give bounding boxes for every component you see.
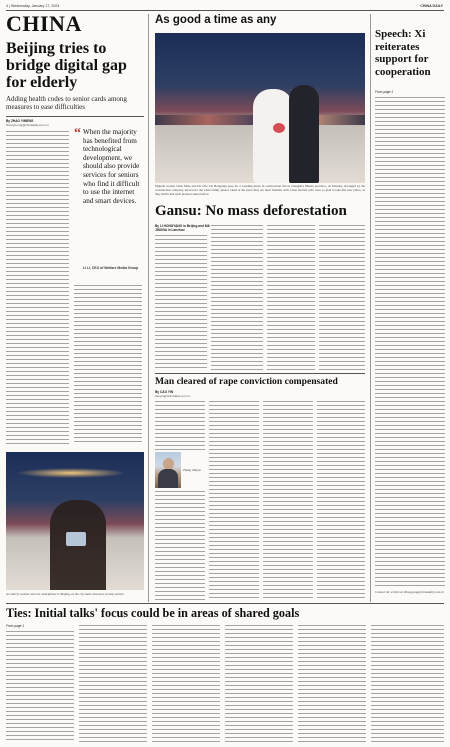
portrait-body [158, 469, 178, 488]
legal-email[interactable]: caoyin@chinadaily.com.cn [155, 394, 191, 398]
gansu-text-col2 [211, 224, 263, 370]
legal-headline: Man cleared of rape conviction compensated [155, 376, 338, 387]
zhang-photo-caption: Zhang Zhiyao [183, 468, 201, 472]
pull-quote: When the majority has benefited from technological development, we should also provide services for seniors who find it difficult to use the internet and smart devices. [83, 128, 140, 205]
legal-text-col3 [263, 400, 313, 600]
gansu-byline: By LI HONGYANG in Beijing and MA JINGNA in Lanzhou [155, 224, 210, 232]
gansu-text-col3 [267, 224, 315, 370]
main-story-text-col1 [6, 130, 69, 445]
bottom-text-col4 [225, 624, 293, 742]
sidebar-contact: Contact the writers at lihongyang@chinadaily.com.cn [375, 590, 445, 594]
main-headline: Beijing tries to bridge digital gap for elderly [6, 40, 127, 91]
zhang-zhiyao-photo [155, 452, 181, 488]
bouquet [273, 123, 285, 133]
gansu-headline: Gansu: No mass deforestation [155, 203, 347, 219]
sidebar-text [375, 96, 445, 588]
page-info: 4 | Wednesday, January 17, 2024 [6, 4, 60, 8]
gansu-text-col1 [155, 234, 207, 370]
feature-photo-caption: Migrant worker Chen Miao and his wife Liu Hongping pose for a wedding photo in construction site in Changsha, Hunan province, on Monday. Arranged by the construction company, known for the Chen family photos taken at the place they are most familiar with, Chen and his wife were so glad to take this new photo, as they hadn't had such pictures taken before. [155, 184, 365, 196]
main-subhead: Adding health codes to senior cards among measures to ease difficulties [6, 95, 127, 112]
main-byline: By ZHAO YIMENG [6, 119, 34, 123]
legal-text-col2 [209, 400, 259, 600]
feature-photo [155, 33, 365, 183]
legal-text-col1a [155, 400, 205, 450]
main-email[interactable]: zhaoyimeng@chinadaily.com.cn [6, 123, 49, 127]
legal-text-col1b [155, 490, 205, 600]
phone-glow [66, 532, 86, 546]
photo-caption-left: An elderly woman uses her smartphone in Beijing, as the city takes measures to help seniors. [6, 592, 125, 596]
bottom-text-col6 [371, 624, 444, 742]
bottom-from: From page 1 [6, 624, 25, 628]
pull-quote-attribution: LI LI, CEO of Welfare Media Group [83, 266, 139, 270]
sidebar-headline: Speech: Xi reiterates support for cooperation [375, 28, 431, 78]
sidebar-from: From page 1 [375, 90, 394, 94]
bottom-text-col2 [79, 624, 147, 742]
groom-figure [289, 85, 319, 183]
decor-light [16, 468, 126, 478]
edition-name: CHINA DAILY [420, 4, 443, 8]
bottom-rule [6, 603, 444, 604]
legal-byline: By CAO YIN [155, 390, 174, 394]
section-rule-mid [155, 373, 365, 374]
gansu-text-col4 [319, 224, 365, 370]
feature-kicker: As good a time as any [155, 14, 277, 26]
section-title: CHINA [6, 11, 82, 36]
bottom-text-col3 [152, 624, 220, 742]
bride-figure [253, 89, 293, 183]
bottom-headline: Ties: Initial talks' focus could be in areas of shared goals [6, 606, 300, 620]
pull-quote-mark: “ [74, 126, 81, 141]
bottom-text-col1 [6, 630, 74, 742]
legal-text-col4 [317, 400, 365, 600]
bottom-text-col5 [298, 624, 366, 742]
news-photo-left [6, 452, 144, 590]
main-story-text-col2 [74, 284, 142, 445]
